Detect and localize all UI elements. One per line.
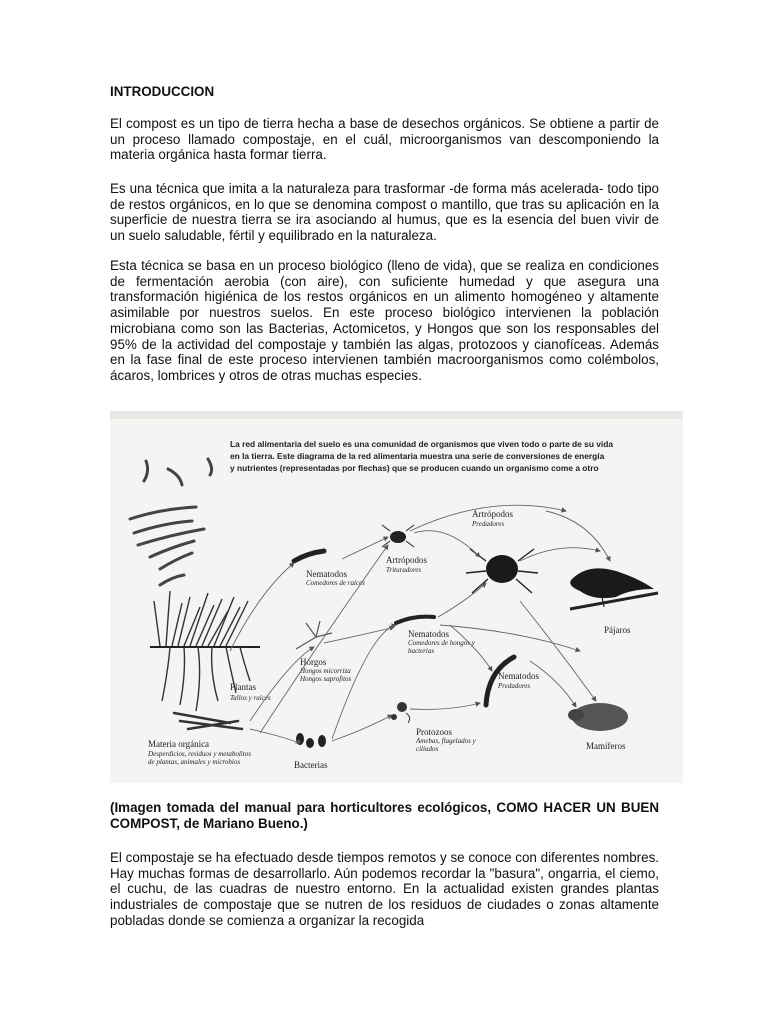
figure-intro-line-2: en la tierra. Este diagrama de la red alimentaria muestra una serie de conversiones de energía: [230, 451, 605, 461]
node-nematodos-raices-title: Nematodos: [306, 569, 347, 579]
figure-intro-line-3: y nutrientes (representadas por flechas) que se producen cuando un organismo come a otro: [230, 463, 599, 473]
document-heading: INTRODUCCION: [110, 84, 215, 99]
mite-illustration: [382, 525, 414, 547]
node-nematodos-predadores-title: Nematodos: [498, 671, 539, 681]
node-bacterias-title: Bacterias: [294, 760, 328, 770]
node-pajaros-title: Pájaros: [604, 625, 631, 635]
paragraph-2: Es una técnica que imita a la naturaleza para trasformar -de forma más acelerada- todo tipo de restos orgánicos, en lo que se denomina compost o mantillo, que tras su aplicación en la superficie de nuestra tierra se ira asociando al humus, que es la esencia del buen vivir de un suelo saludable, fértil y equilibrado en la naturaleza.: [110, 181, 659, 244]
paragraph-3: Esta técnica se basa en un proceso biológico (lleno de vida), que se realiza en condiciones de fermentación aerobia (con aire), con suficiente humedad y que asegura una transformación higiénica de los restos orgánicos en un alimento homogéneo y altamente asimilable por nuestros suelos. En este proceso biológico intervienen la población microbiana como son las Bacterias, Actomicetos, y Hongos que son los responsables del 95% de la actividad del compostaje y también las algas, protozoos y cianofíceas. Además en la fase final de este proceso intervienen también macroorganismos como colémbolos, ácaros, lombrices y otros de otras muchas especies.: [110, 258, 659, 383]
node-protozoos-sub: Amebas, flagelados y ciliados: [416, 737, 476, 753]
node-nematodos-predadores-sub: Predadores: [498, 682, 531, 690]
paragraph-4: El compostaje se ha efectuado desde tiempos remotos y se conoce con diferentes nombres. Hay muchas formas de desarrollarlo. Aún podemos recordar la "basura", ongarria, el ciemo, el cuchu, de las cuadras de nuestro entorno. En la actualidad existen grandes plantas industriales de compostaje que se nutren de los residuos de ciudades o zonas altamente pobladas donde se comienza a organizar la recogida: [110, 850, 659, 928]
food-web-figure: [110, 411, 683, 783]
node-plantas-sub: Tallos y raíces: [230, 694, 271, 702]
nematode-fungi-illustration: [396, 617, 434, 623]
node-protozoos-title: Protozoos: [416, 727, 452, 737]
node-hongos-sub: Hongos micorriza Hongos saprofitos: [300, 667, 352, 683]
figure-intro-line-1: La red alimentaria del suelo es una comunidad de organismos que viven todo o parte de su vida: [230, 439, 614, 449]
node-nematodos-raices-sub: Comedores de raíces: [306, 579, 365, 587]
node-plantas-title: Plantas: [230, 682, 256, 692]
nematode-illustration: [294, 551, 324, 561]
node-artropodos-trituradores-title: Artrópodos: [386, 555, 427, 565]
plants-illustration: [150, 591, 260, 711]
node-artropodos-trituradores-sub: Trituradores: [386, 566, 422, 574]
node-hongos-title: Horgos: [300, 657, 327, 667]
node-materia-sub: Desperdicios, residuos y metabolitos de plantas, animales y microbios: [148, 750, 251, 766]
mammal-illustration: [568, 703, 628, 731]
node-nematodos-hongos-sub: Comedores de hongos y bacterias: [408, 639, 475, 655]
spider-illustration: [466, 549, 538, 593]
node-artropodos-predadores-title: Artrópodos: [472, 509, 513, 519]
node-materia-title: Materia orgánica: [148, 739, 210, 749]
bird-illustration: [570, 568, 658, 609]
food-web-arrows: [230, 505, 610, 743]
protozoa-illustration: [391, 702, 410, 723]
organic-matter-illustration: [174, 713, 242, 729]
node-artropodos-predadores-sub: Predadores: [472, 520, 505, 528]
node-mamiferos-title: Mamíferos: [586, 741, 626, 751]
paragraph-1: El compost es un tipo de tierra hecha a base de desechos orgánicos. Se obtiene a partir de un proceso llamado compostaje, en el cuál, microorganismos van descomponiendo la materia orgánica hasta formar tierra.: [110, 116, 659, 163]
worm-illustrations: [130, 459, 212, 585]
bacteria-illustration: [296, 733, 326, 748]
figure-caption: (Imagen tomada del manual para horticultores ecológicos, COMO HACER UN BUEN COMPOST, de Mariano Bueno.): [110, 800, 659, 831]
predator-nematode-illustration: [486, 657, 514, 705]
node-nematodos-hongos-title: Nematodos: [408, 629, 449, 639]
fungi-illustration: [296, 621, 332, 649]
